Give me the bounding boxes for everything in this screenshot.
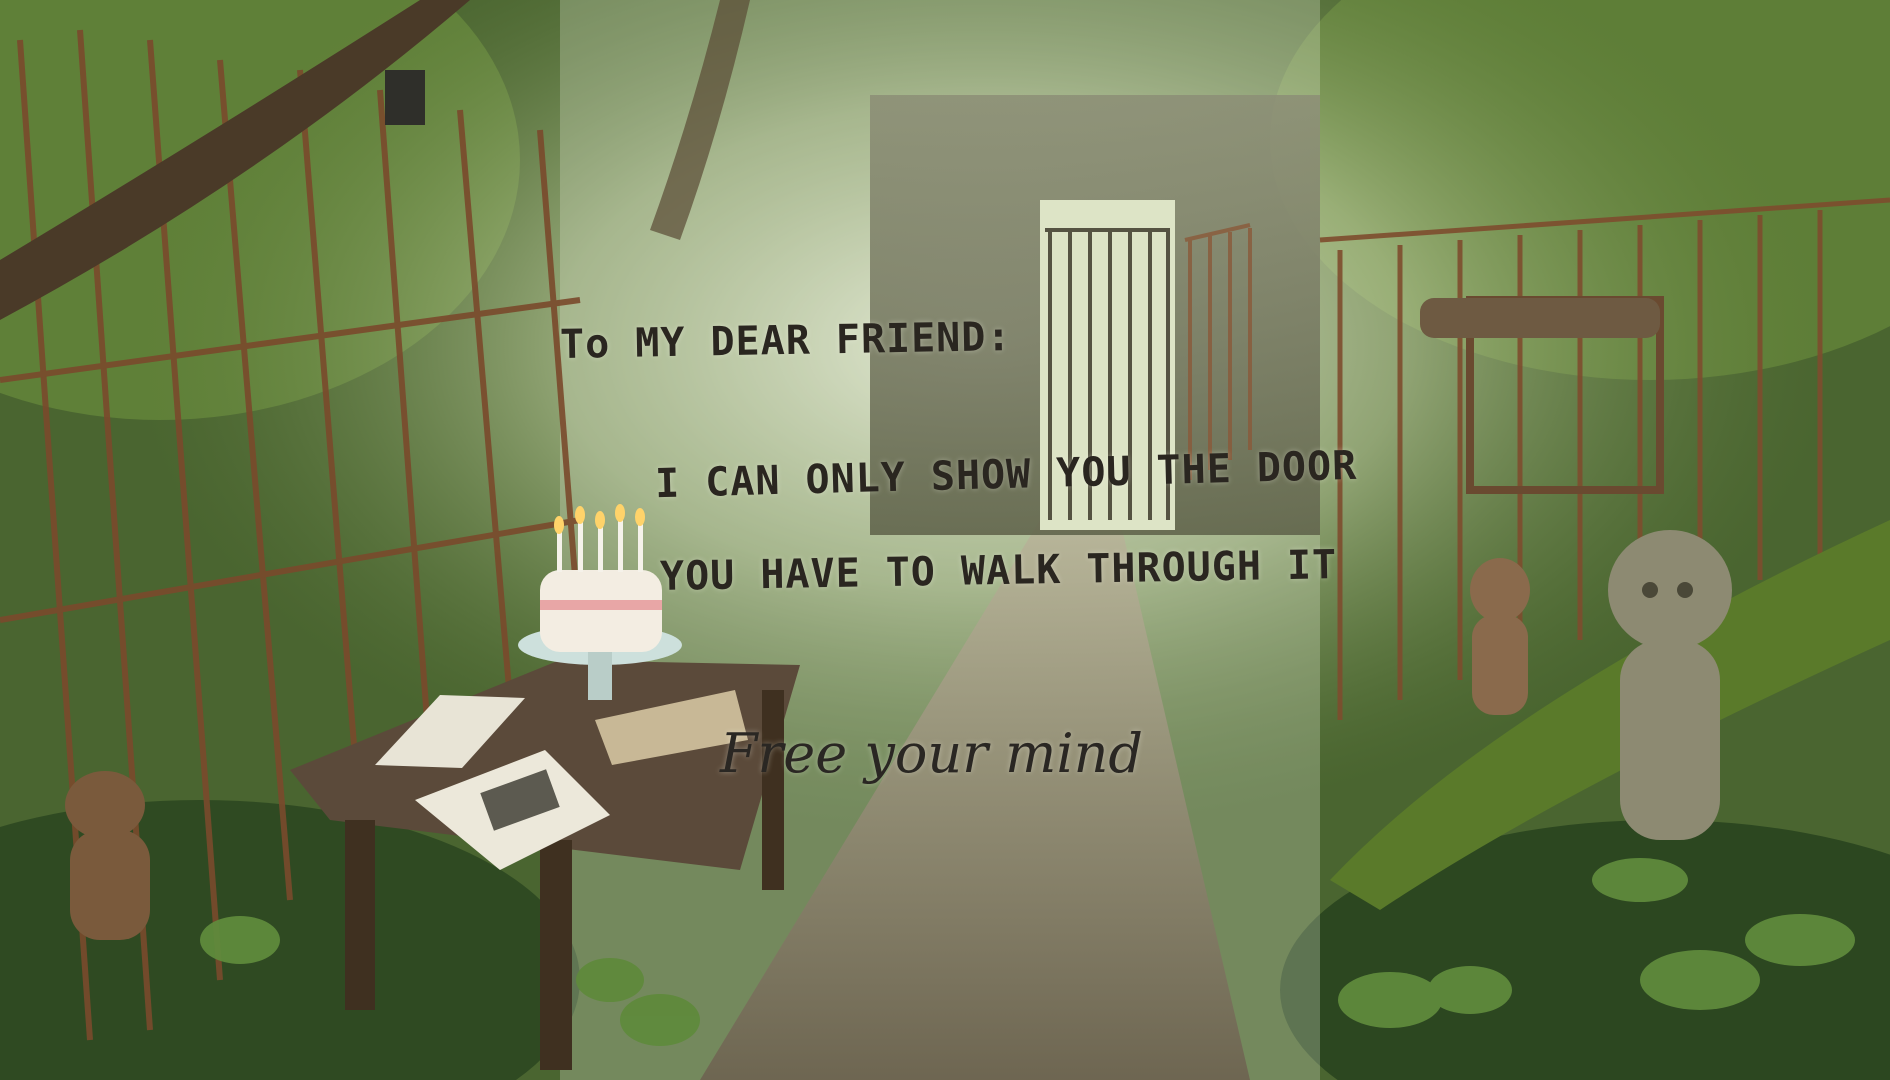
table-leg-left [345,820,375,1010]
table-leg-right [540,840,572,1070]
message-line-two: YOU HAVE TO WALK THROUGH IT [659,542,1338,600]
monkey-statue [65,771,150,940]
table-leg-back [762,690,784,890]
small-stone-doll [1470,558,1530,715]
stone-doll-figure [1608,530,1732,840]
closing-text: Free your mind [720,722,1143,785]
cake-frosting-band [540,600,662,610]
cake-stand-stem [588,650,612,700]
cage-roof [1420,298,1660,338]
hanging-lantern [385,70,425,125]
message-line-one: I CAN ONLY SHOW YOU THE DOOR [654,442,1358,508]
birthday-cake [540,570,662,652]
greeting-text: To MY DEAR FRIEND: [559,314,1012,368]
